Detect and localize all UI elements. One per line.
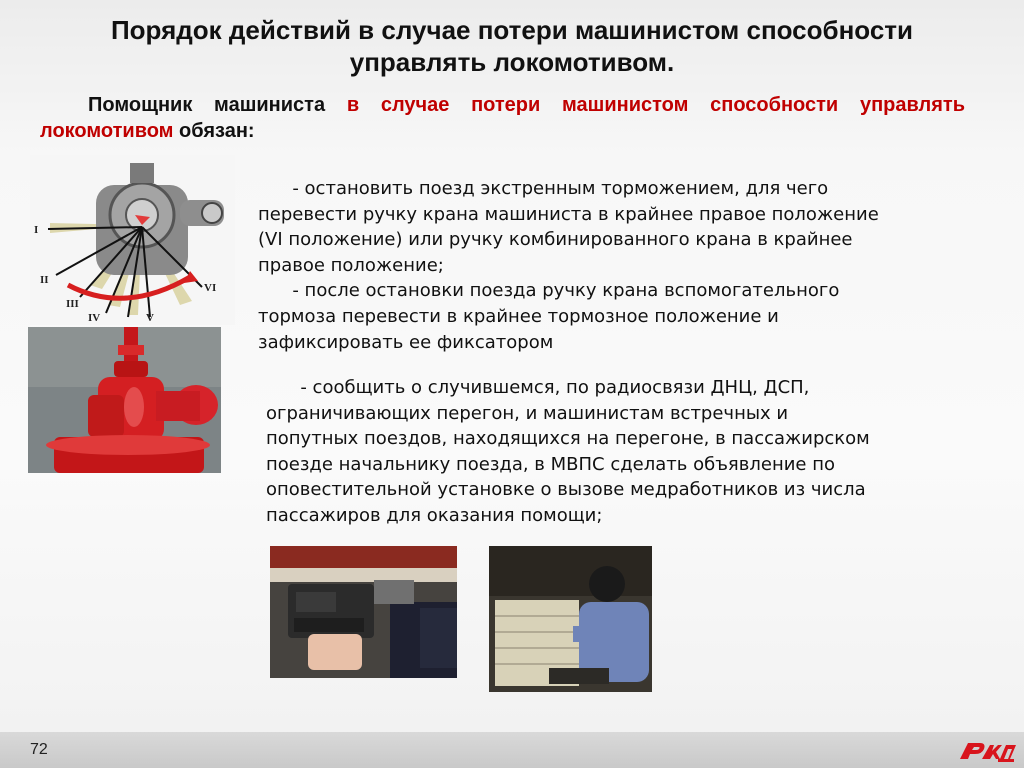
subtitle-part-4: обязан: [179, 120, 255, 142]
paragraph2-line-2: ограничивающих перегон, и машинистам встречных и [266, 402, 789, 424]
title-line-2: управлять локомотивом. [349, 47, 675, 77]
subtitle [40, 92, 965, 144]
paragraph1-line-1: - остановить поезд экстренным торможением, для чего [258, 178, 829, 199]
position-label-2: II [40, 274, 49, 286]
paragraph1-line-5: - после остановки поезда ручку крана вспомогательного [258, 280, 840, 302]
instruction-paragraph-1 [258, 176, 982, 355]
crane-diagram [30, 155, 235, 325]
footer-bar [0, 732, 1024, 768]
paragraph2-line-5: оповестительной установке о вызове медработников из числа [266, 479, 866, 501]
dispatcher-photo-svg [489, 546, 652, 692]
radio-photo-svg [270, 546, 457, 678]
position-label-1: I [34, 224, 39, 236]
page-number: 72 [30, 741, 48, 758]
subtitle-part-3: управлять локомотивом [40, 94, 965, 142]
instruction-paragraph-2 [266, 375, 978, 529]
subtitle-part-1: Помощник машиниста [88, 94, 326, 116]
position-label-6: VI [204, 282, 217, 294]
paragraph1-line-3: (VI положение) или ручку комбинированного крана в крайнее [258, 229, 853, 251]
red-valve-photo-svg [28, 327, 221, 473]
title-line-1: Порядок действий в случае потери машинистом способности [110, 15, 914, 45]
subtitle-part-2: в случае потери машинистом способности [346, 94, 839, 116]
paragraph1-line-7: зафиксировать ее фиксатором [258, 331, 554, 353]
position-label-4: IV [88, 312, 101, 324]
rzd-logo [958, 735, 1016, 765]
red-valve-photo [28, 327, 221, 473]
paragraph1-line-6: тормоза перевести в крайнее тормозное положение и [258, 305, 779, 327]
rzd-logo-svg [958, 735, 1016, 765]
paragraph2-line-3: попутных поездов, находящихся на перегоне, в пассажирском [266, 428, 870, 450]
paragraph1-line-2: перевести ручку крана машиниста в крайнее правое положение [258, 203, 879, 225]
crane-diagram-svg [30, 155, 235, 325]
paragraph2-line-1: - сообщить о случившемся, по радиосвязи ДНЦ, ДСП, [266, 377, 810, 398]
dispatcher-photo [489, 546, 652, 692]
position-label-3: III [66, 298, 79, 310]
slide-title [40, 14, 984, 78]
radio-photo [270, 546, 457, 678]
paragraph2-line-6: пассажиров для оказания помощи; [266, 504, 603, 526]
position-label-5: V [146, 312, 154, 324]
paragraph1-line-4: правое положение; [258, 254, 444, 276]
paragraph2-line-4: поезде начальнику поезда, в МВПС сделать объявление по [266, 453, 835, 475]
